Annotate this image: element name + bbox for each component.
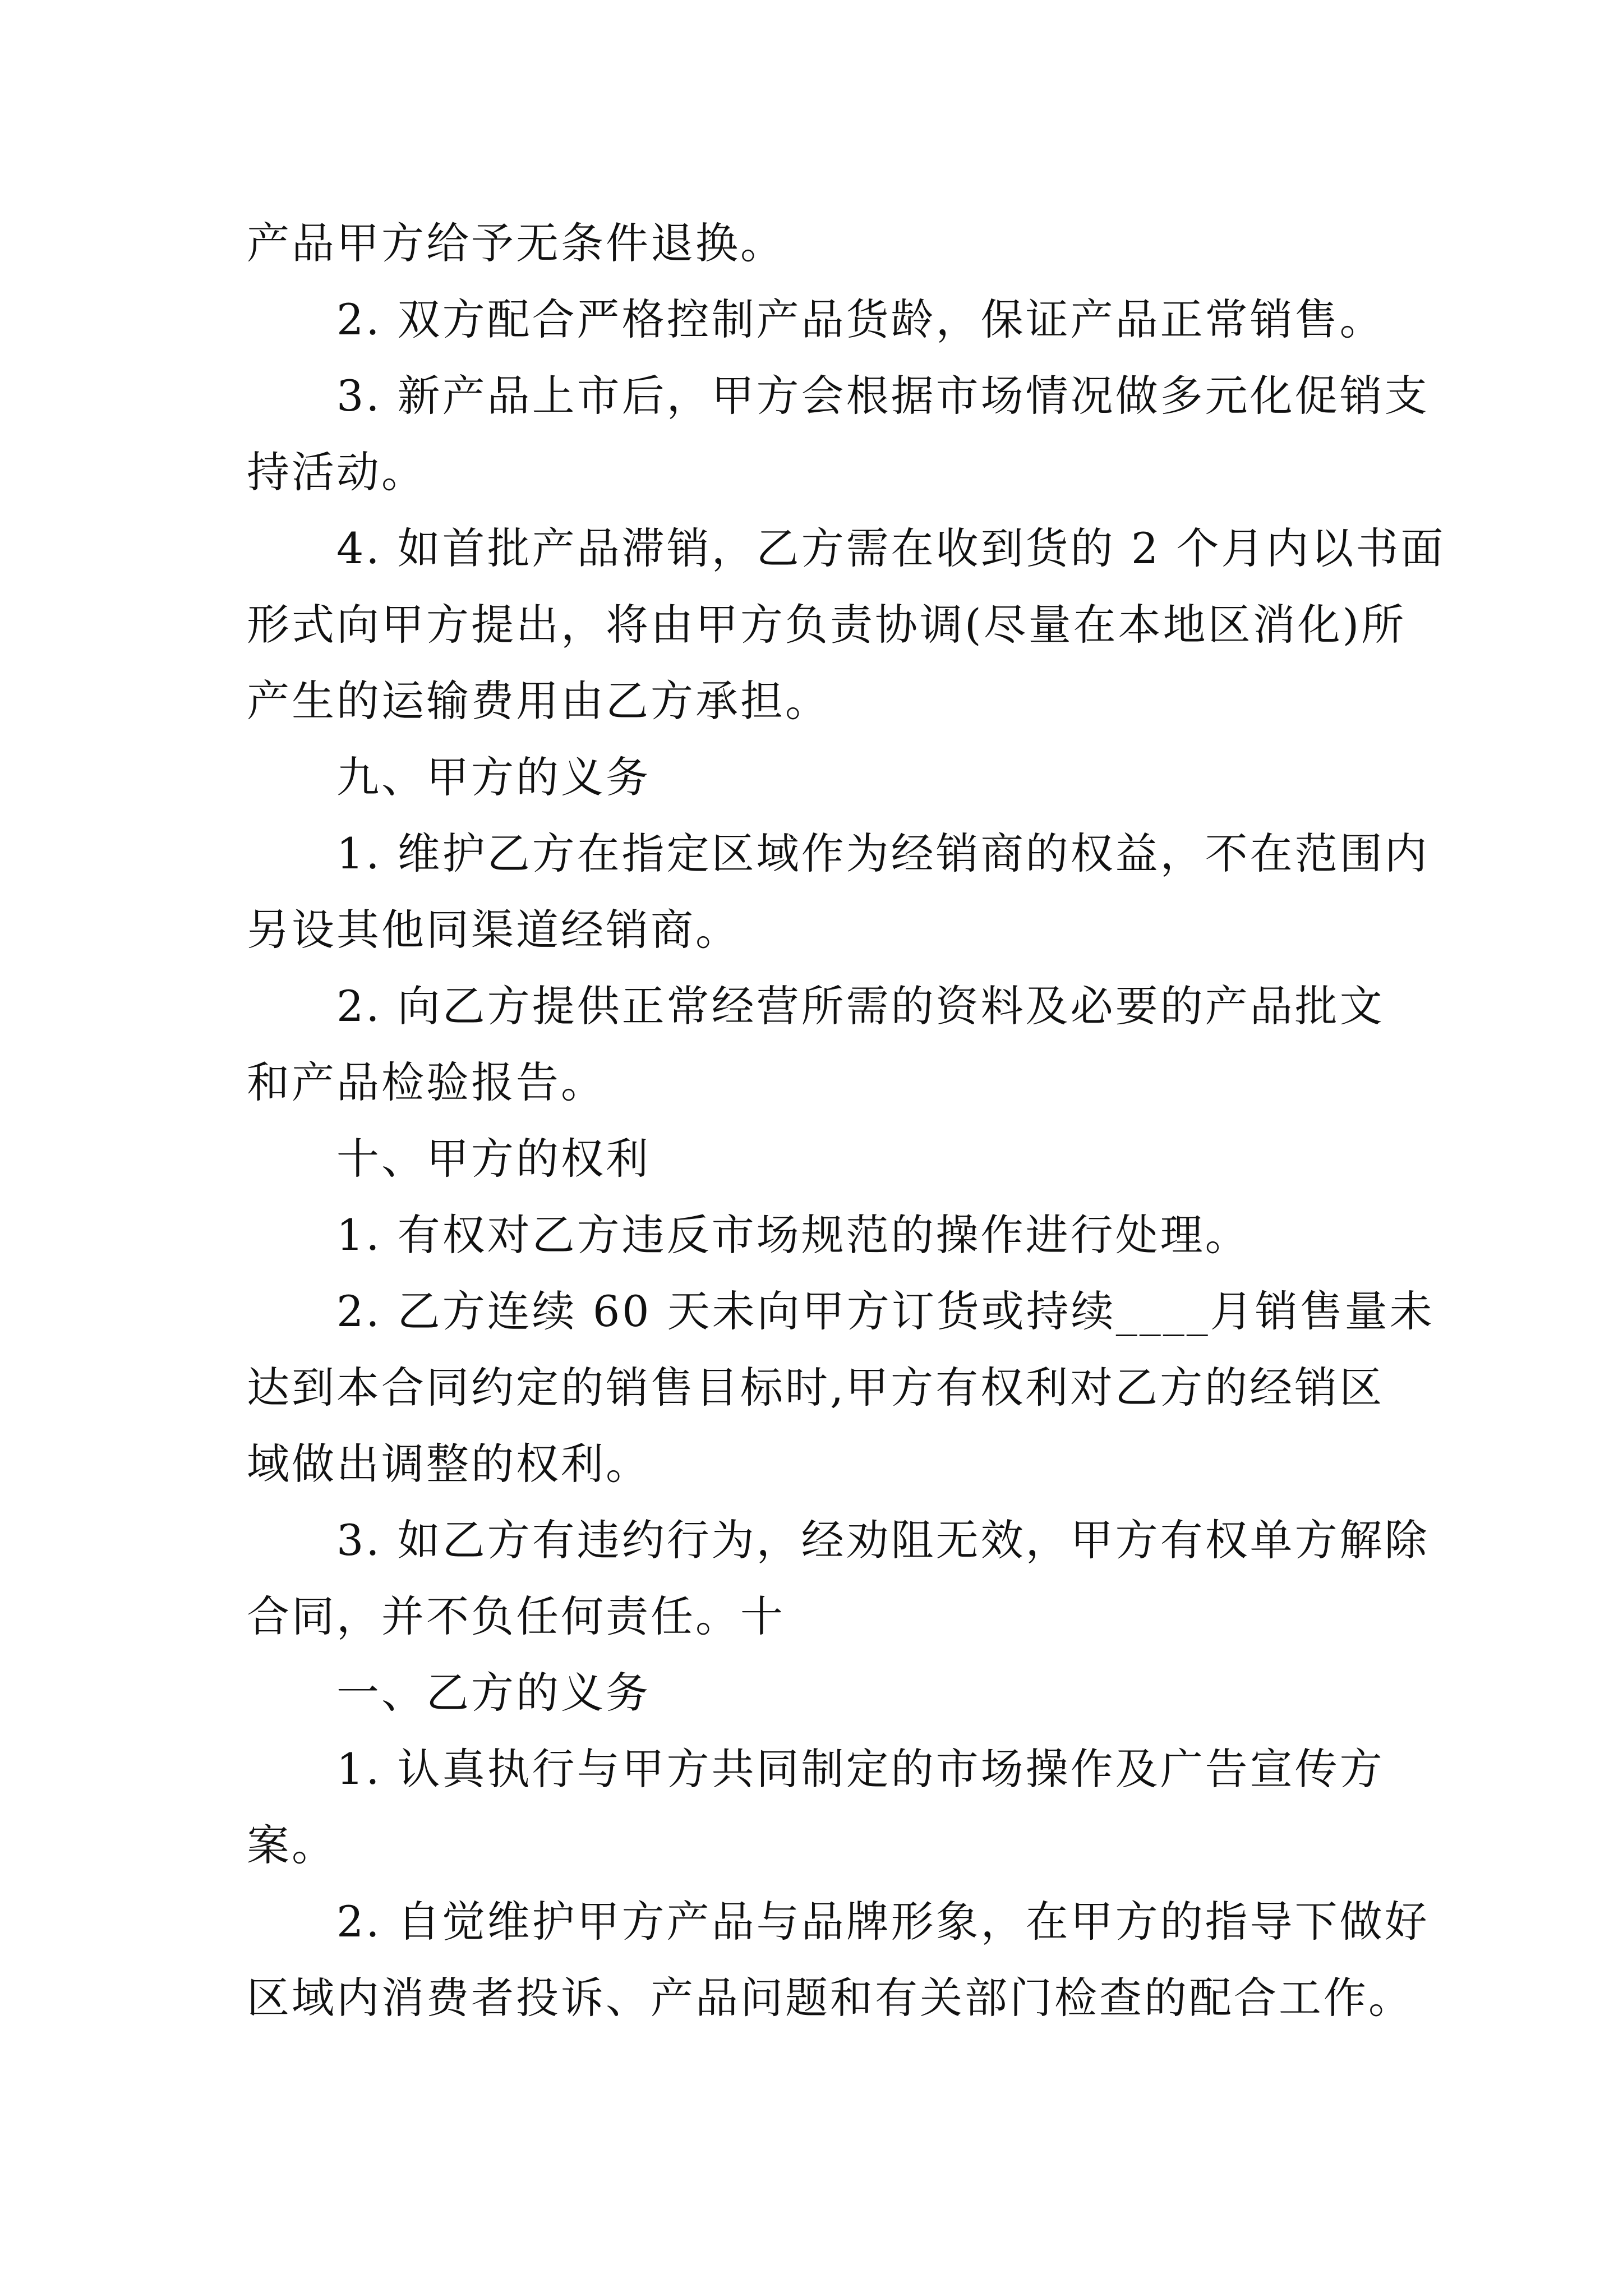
text-line: 2. 双方配合严格控制产品货龄，保证产品正常销售。 <box>336 295 1385 344</box>
text-line: 区域内消费者投诉、产品问题和有关部门检查的配合工作。 <box>247 1973 1413 2023</box>
text-line: 合同，并不负任何责任。十 <box>247 1591 785 1641</box>
text-line: 1. 有权对乙方违反市场规范的操作进行处理。 <box>336 1210 1250 1260</box>
text-line: 另设其他同渠道经销商。 <box>247 905 740 955</box>
text-line: 1. 维护乙方在指定区域作为经销商的权益，不在范围内 <box>336 829 1430 878</box>
text-line: 达到本合同约定的销售目标时,甲方有权利对乙方的经销区 <box>247 1363 1385 1412</box>
text-line: 3. 如乙方有违约行为，经劝阻无效，甲方有权单方解除 <box>336 1515 1430 1565</box>
text-line: 4. 如首批产品滞销，乙方需在收到货的 2 个月内以书面 <box>336 523 1446 573</box>
text-line: 2. 向乙方提供正常经营所需的资料及必要的产品批文 <box>336 981 1385 1031</box>
section-heading: 一、乙方的义务 <box>336 1668 651 1718</box>
section-heading: 九、甲方的义务 <box>336 752 651 802</box>
text-line: 产生的运输费用由乙方承担。 <box>247 676 830 726</box>
text-line: 1. 认真执行与甲方共同制定的市场操作及广告宣传方 <box>336 1744 1385 1794</box>
text-line: 持活动。 <box>247 447 426 497</box>
text-line: 产品甲方给予无条件退换。 <box>247 218 785 268</box>
text-line: 案。 <box>247 1820 336 1870</box>
text-line: 形式向甲方提出，将由甲方负责协调(尽量在本地区消化)所 <box>247 600 1407 650</box>
section-heading: 十、甲方的权利 <box>336 1134 651 1184</box>
text-line: 2. 自觉维护甲方产品与品牌形象，在甲方的指导下做好 <box>336 1897 1430 1947</box>
text-line: 2. 乙方连续 60 天未向甲方订货或持续____月销售量未 <box>336 1286 1435 1336</box>
text-line: 和产品检验报告。 <box>247 1057 606 1107</box>
text-line: 3. 新产品上市后，甲方会根据市场情况做多元化促销支 <box>336 371 1430 421</box>
text-line: 域做出调整的权利。 <box>247 1439 651 1489</box>
